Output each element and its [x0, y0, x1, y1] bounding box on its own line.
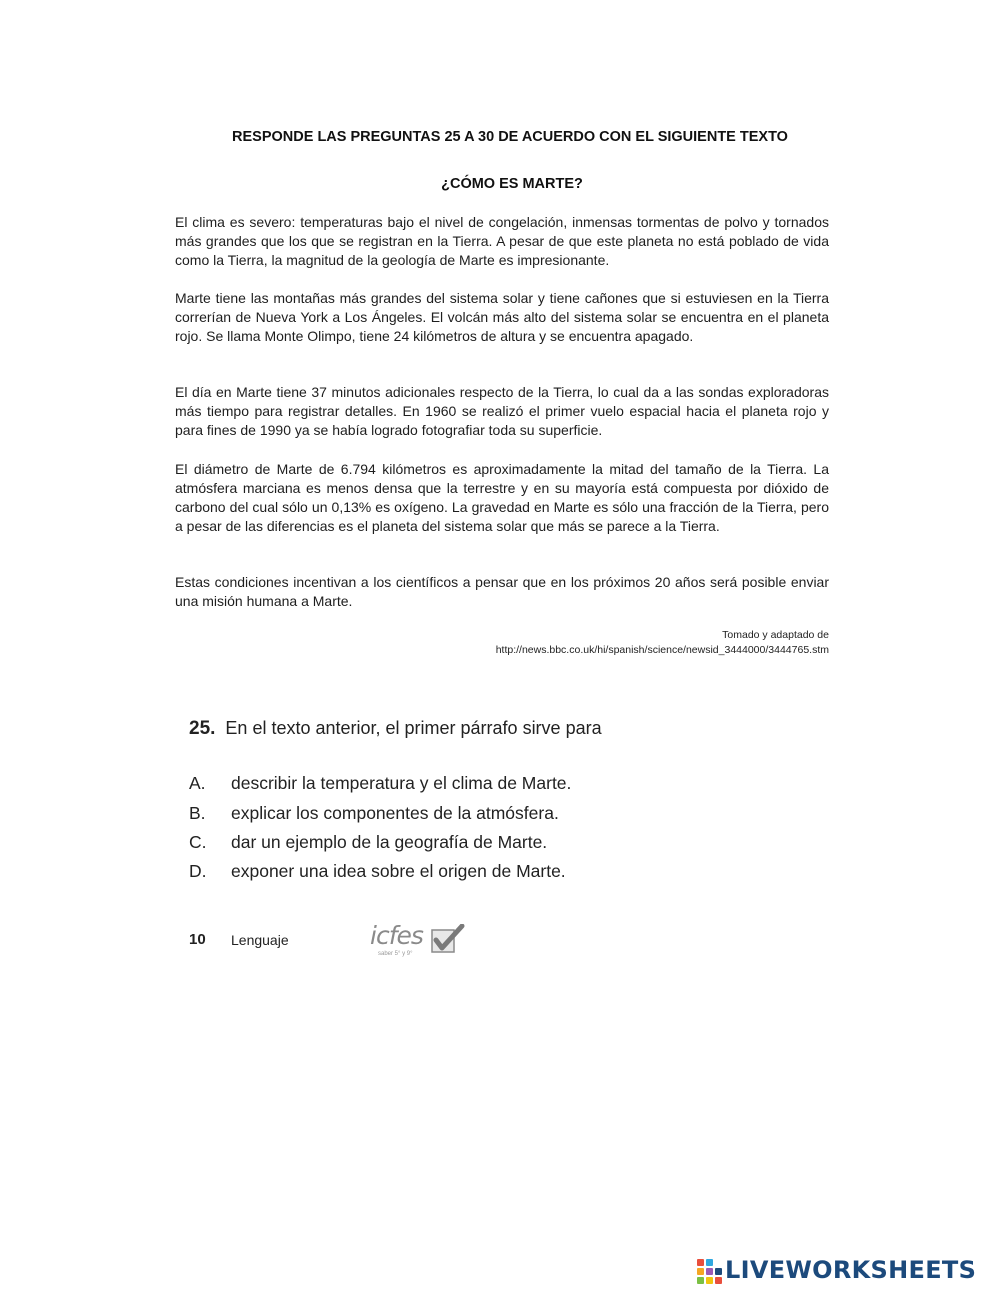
instructions-heading: RESPONDE LAS PREGUNTAS 25 A 30 DE ACUERDO CON EL SIGUIENTE TEXTO: [232, 129, 788, 145]
paragraph-3: El día en Marte tiene 37 minutos adicionales respecto de la Tierra, lo cual da a las sondas exploradoras más tiempo para registrar detalles. En 1960 se realizó el primer vuelo espacial hacia el planeta rojo y para fines de 1990 ya se había logrado fotografiar toda su superficie.: [175, 384, 829, 438]
paragraph-2: Marte tiene las montañas más grandes del sistema solar y tiene cañones que si estuviesen en la Tierra correrían de Nueva York a Los Ángeles. El volcán más alto del sistema solar se encuentra en el planeta rojo. Se llama Monte Olimpo, tiene 24 kilómetros de altura y se encuentra apagado.: [175, 290, 829, 344]
option-a[interactable]: [189, 773, 571, 794]
liveworksheets-blocks-icon: [697, 1259, 723, 1284]
option-text: describir la temperatura y el clima de Marte.: [231, 773, 572, 793]
option-b[interactable]: [189, 803, 559, 824]
option-letter: B.: [189, 803, 206, 823]
option-text: explicar los componentes de la atmósfera.: [231, 803, 559, 823]
source-url: http://news.bbc.co.uk/hi/spanish/science/newsid_3444000/3444765.stm: [495, 644, 829, 656]
option-letter: D.: [189, 861, 207, 881]
question-25: [189, 718, 602, 740]
paragraph-1: El clima es severo: temperaturas bajo el nivel de congelación, inmensas tormentas de polvo y tornados más grandes que los que se registran en la Tierra. A pesar de que este planeta no está poblado de vida como la Tierra, la magnitud de la geología de Marte es impresionante.: [175, 214, 829, 268]
question-text: En el texto anterior, el primer párrafo sirve para: [225, 718, 602, 738]
option-d[interactable]: [189, 861, 566, 882]
checkmark-icon: [430, 924, 466, 956]
option-c[interactable]: [189, 832, 547, 853]
option-text: exponer una idea sobre el origen de Marte.: [231, 861, 566, 881]
option-text: dar un ejemplo de la geografía de Marte.: [231, 832, 548, 852]
page-number: 10: [189, 931, 206, 948]
question-number: 25.: [189, 718, 216, 739]
liveworksheets-logo: [697, 1256, 997, 1286]
section-name: Lenguaje: [231, 932, 289, 948]
text-title: ¿CÓMO ES MARTE?: [441, 176, 583, 192]
icfes-logo-subtext: saber 5° y 9°: [378, 951, 413, 957]
option-letter: C.: [189, 832, 207, 852]
icfes-logo: [368, 921, 468, 961]
liveworksheets-wordmark: LIVEWORKSHEETS: [725, 1256, 977, 1284]
paragraph-5: Estas condiciones incentivan a los científicos a pensar que en los próximos 20 años será posible enviar una misión humana a Marte.: [175, 574, 829, 609]
icfes-logo-text: icfes: [370, 921, 423, 950]
option-letter: A.: [189, 773, 206, 793]
paragraph-4: El diámetro de Marte de 6.794 kilómetros es aproximadamente la mitad del tamaño de la Tierra. La atmósfera marciana es menos densa que la terrestre y en su mayoría está compuesta por dióxido de carbono del cual sólo un 0,13% es oxígeno. La gravedad en Marte es sólo una fracción de la Tierra, pero a pesar de las diferencias es el planeta del sistema solar que más se parece a la Tierra.: [175, 461, 829, 534]
source-label: Tomado y adaptado de: [722, 629, 829, 641]
